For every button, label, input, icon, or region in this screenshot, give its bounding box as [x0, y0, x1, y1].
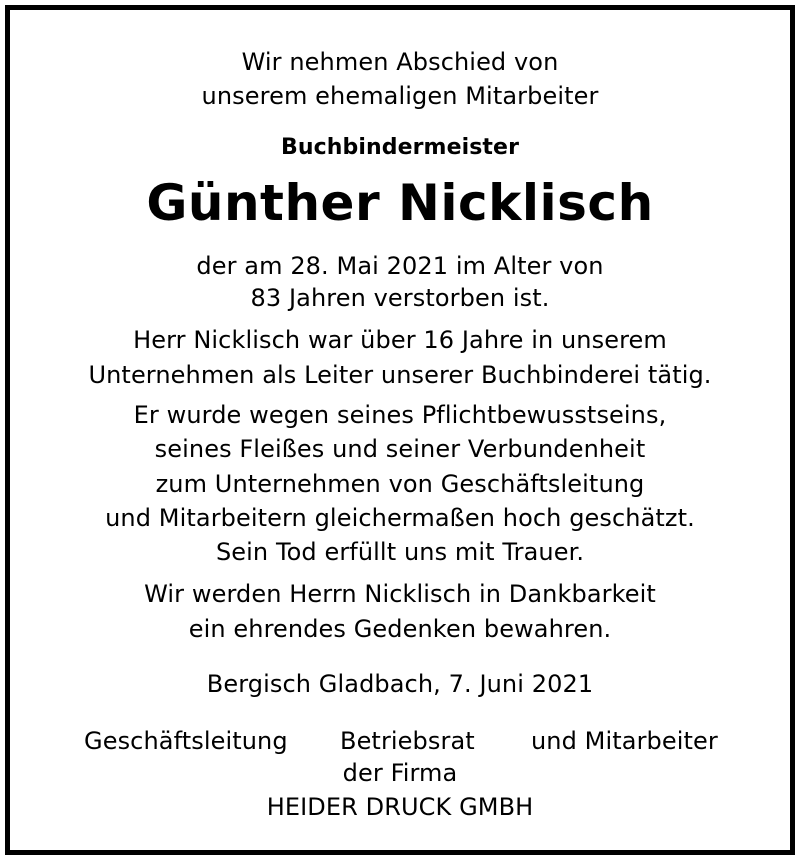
company-name: HEIDER DRUCK GMBH	[266, 793, 534, 821]
career-line-2: Unternehmen als Leiter unserer Buchbinderei tätig.	[88, 361, 712, 389]
death-line-1: der am 28. Mai 2021 im Alter von	[196, 252, 604, 280]
remembrance-line-2: ein ehrendes Gedenken bewahren.	[188, 615, 612, 643]
appreciation-line-3: zum Unternehmen von Geschäftsleitung	[155, 470, 645, 498]
company-prefix: der Firma	[342, 759, 458, 787]
intro-line-1: Wir nehmen Abschied von	[241, 48, 559, 76]
career-line-1: Herr Nicklisch war über 16 Jahre in unserem	[133, 326, 667, 354]
appreciation-line-5: Sein Tod erfüllt uns mit Trauer.	[215, 538, 585, 566]
signatory-employees: und Mitarbeiter	[531, 727, 718, 755]
deceased-name: Günther Nicklisch	[146, 174, 654, 232]
appreciation-line-2: seines Fleißes und seiner Verbundenheit	[154, 435, 646, 463]
signatory-management: Geschäftsleitung	[84, 727, 288, 755]
signatory-works-council: Betriebsrat	[340, 727, 475, 755]
occupation-title: Buchbindermeister	[280, 135, 520, 160]
death-line-2: 83 Jahren verstorben ist.	[250, 284, 550, 312]
appreciation-line-1: Er wurde wegen seines Pflichtbewusstseins,	[133, 401, 667, 429]
place-date: Bergisch Gladbach, 7. Juni 2021	[206, 670, 594, 698]
appreciation-line-4: und Mitarbeitern gleichermaßen hoch geschätzt.	[105, 504, 695, 532]
remembrance-line-1: Wir werden Herrn Nicklisch in Dankbarkeit	[144, 580, 656, 608]
intro-line-2: unserem ehemaligen Mitarbeiter	[201, 82, 599, 110]
